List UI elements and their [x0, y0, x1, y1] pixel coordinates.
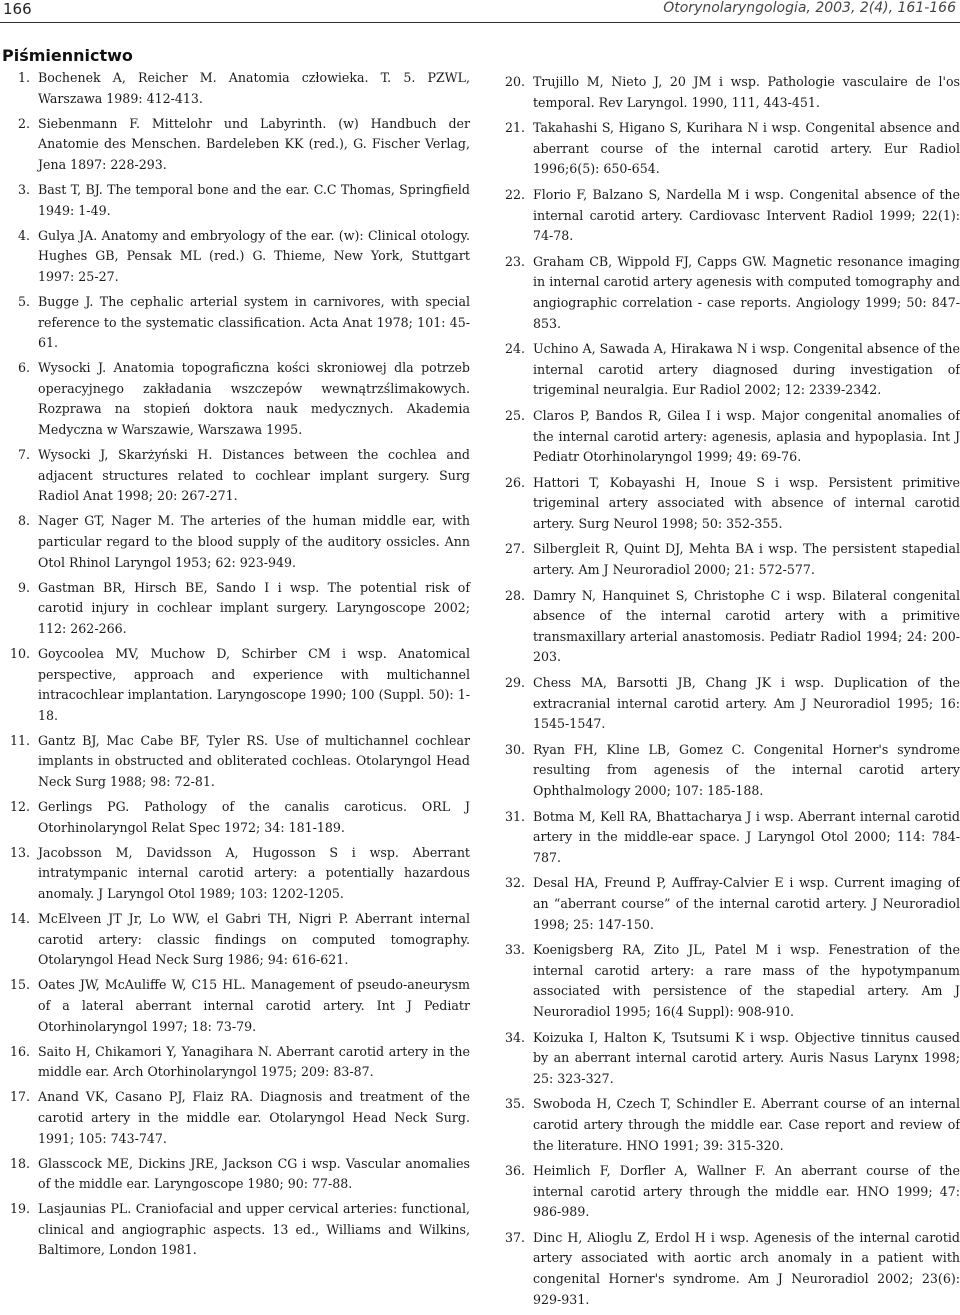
reference-number: 37. — [504, 1229, 525, 1245]
reference-text: Gantz BJ, Mac Cabe BF, Tyler RS. Use of multichannel cochlear implants in obstructed and obliterated cochleas. Otolaryngol Head Neck Surg 1988; 98: 72-81. — [38, 732, 470, 789]
reference-text: Bast T, BJ. The temporal bone and the ear. C.C Thomas, Springfield 1949: 1-49. — [38, 181, 470, 218]
reference-text: Bochenek A, Reicher M. Anatomia człowieka. T. 5. PZWL, Warszawa 1989: 412-413. — [38, 70, 470, 106]
page-number: 166 — [3, 0, 32, 18]
reference-number: 30. — [504, 741, 525, 757]
reference-text: Florio F, Balzano S, Nardella M i wsp. Congenital absence of the internal carotid artery. Cardiovasc Intervent Radiol 1999; 22(1): 74-78. — [533, 186, 960, 244]
reference-text: Gastman BR, Hirsch BE, Sando I i wsp. The potential risk of carotid injury in cochlear implant surgery. Laryngoscope 2002; 112: 262-266. — [38, 579, 470, 636]
reference-item — [495, 252, 960, 334]
reference-text: Dinc H, Alioglu Z, Erdol H i wsp. Agenesis of the internal carotid artery associated with aortic arch anomaly in a patient with congenital Horner's syndrome. Am J Neuroradiol 2002; 23(6): 929-931. — [533, 1229, 960, 1307]
reference-item — [0, 1042, 470, 1083]
reference-item — [0, 292, 470, 354]
reference-number: 33. — [504, 942, 525, 958]
reference-number: 18. — [9, 1155, 30, 1171]
reference-item — [495, 339, 960, 401]
reference-text: Silbergleit R, Quint DJ, Mehta BA i wsp. The persistent stapedial artery. Am J Neuroradiol 2000; 21: 572-577. — [533, 541, 960, 578]
reference-number: 28. — [504, 587, 525, 603]
reference-item — [0, 511, 470, 573]
reference-number: 3. — [17, 181, 30, 197]
reference-text: Uchino A, Sawada A, Hirakawa N i wsp. Congenital absence of the internal carotid artery diagnosed during investigation of trigeminal neuralgia. Eur Radiol 2002; 12: 2339-2342. — [533, 341, 960, 398]
reference-item — [495, 118, 960, 180]
reference-item — [495, 807, 960, 869]
reference-number: 27. — [504, 541, 525, 557]
reference-text: Glasscock ME, Dickins JRE, Jackson CG i wsp. Vascular anomalies of the middle ear. Laryngoscope 1980; 90: 77-88. — [38, 1155, 470, 1192]
reference-number: 11. — [9, 732, 30, 748]
reference-number: 4. — [17, 227, 30, 243]
reference-text: Chess MA, Barsotti JB, Chang JK i wsp. Duplication of the extracranial internal carotid artery. Am J Neuroradiol 1995; 16: 1545-1547. — [533, 675, 960, 732]
reference-number: 29. — [504, 675, 525, 691]
reference-item — [0, 797, 470, 838]
reference-item — [0, 1154, 470, 1195]
reference-number: 2. — [17, 115, 30, 131]
reference-item — [0, 226, 470, 288]
section-title: Piśmiennictwo — [2, 46, 133, 65]
reference-number: 10. — [9, 645, 30, 661]
reference-item — [495, 473, 960, 535]
reference-text: Anand VK, Casano PJ, Flaiz RA. Diagnosis and treatment of the carotid artery in the middle ear. Otolaryngol Head Neck Surg. 1991; 105: 743-747. — [38, 1089, 470, 1146]
reference-number: 19. — [9, 1201, 30, 1217]
reference-text: Botma M, Kell RA, Bhattacharya J i wsp. Aberrant internal carotid artery in the middle-ear space. J Laryngol Otol 2000; 114: 784-787. — [533, 808, 960, 865]
reference-number: 14. — [9, 911, 30, 927]
reference-item — [495, 539, 960, 580]
reference-text: Bugge J. The cephalic arterial system in carnivores, with special reference to the systematic classification. Acta Anat 1978; 101: 45-61. — [38, 293, 470, 351]
reference-item — [0, 1199, 470, 1261]
reference-number: 6. — [17, 360, 30, 376]
reference-item — [0, 180, 470, 221]
reference-text: Jacobsson M, Davidsson A, Hugosson S i wsp. Aberrant intratympanic internal carotid artery: a potentially hazardous anomaly. J Laryngol Otol 1989; 103: 1202-1205. — [38, 844, 470, 901]
reference-text: Graham CB, Wippold FJ, Capps GW. Magnetic resonance imaging in internal carotid artery agenesis with computed tomography and angiographic correlation - case reports. Angiology 1999; 50: 847-853. — [533, 253, 960, 331]
reference-item — [495, 873, 960, 935]
reference-item — [495, 1228, 960, 1310]
reference-item — [0, 358, 470, 440]
reference-text: Goycoolea MV, Muchow D, Schirber CM i wsp. Anatomical perspective, approach and experience with multichannel intracochlear implantation. Laryngoscope 1990; 100 (Suppl. 50): 1-18. — [38, 645, 470, 723]
reference-text: Saito H, Chikamori Y, Yanagihara N. Aberrant carotid artery in the middle ear. Arch Otorhinolaryngol 1975; 209: 83-87. — [38, 1043, 470, 1080]
reference-text: Heimlich F, Dorfler A, Wallner F. An aberrant course of the internal carotid artery through the middle ear. HNO 1999; 47: 986-989. — [533, 1163, 960, 1220]
reference-number: 36. — [504, 1163, 525, 1179]
reference-text: Trujillo M, Nieto J, 20 JM i wsp. Pathologie vasculaire de l'os temporal. Rev Laryngol. 1990, 111, 443-451. — [533, 74, 960, 110]
reference-number: 1. — [17, 70, 30, 85]
reference-text: Lasjaunias PL. Craniofacial and upper cervical arteries: functional, clinical and angiographic aspects. 13 ed., Williams and Wilkins, Baltimore, London 1981. — [38, 1201, 470, 1258]
reference-number: 32. — [504, 875, 525, 891]
reference-text: Oates JW, McAuliffe W, C15 HL. Management of pseudo-aneurysm of a lateral aberrant internal carotid artery. Int J Pediatr Otorhinolaryngol 1997; 18: 73-79. — [38, 977, 470, 1034]
reference-item — [495, 1028, 960, 1090]
reference-item — [495, 586, 960, 668]
reference-item — [0, 975, 470, 1037]
reference-number: 13. — [9, 844, 30, 860]
reference-text: Hattori T, Kobayashi H, Inoue S i wsp. Persistent primitive trigeminal artery associated with absence of internal carotid artery. Surg Neurol 1998; 50: 352-355. — [533, 474, 960, 531]
reference-number: 26. — [504, 474, 525, 490]
reference-number: 35. — [504, 1096, 525, 1112]
reference-text: Desal HA, Freund P, Auffray-Calvier E i wsp. Current imaging of an “aberrant course” of the internal carotid artery. J Neuroradiol 1998; 25: 147-150. — [533, 875, 960, 932]
reference-number: 21. — [504, 120, 525, 136]
reference-number: 15. — [9, 977, 30, 993]
reference-item — [495, 406, 960, 468]
reference-text: Siebenmann F. Mittelohr und Labyrinth. (w) Handbuch der Anatomie des Menschen. Bardeleben KK (red.), G. Fischer Verlag, Jena 1897: 228-293. — [38, 115, 470, 172]
reference-number: 16. — [9, 1043, 30, 1059]
reference-text: McElveen JT Jr, Lo WW, el Gabri TH, Nigri P. Aberrant internal carotid artery: classic findings on computed tomography. Otolaryngol Head Neck Surg 1986; 94: 616-621. — [38, 911, 470, 968]
reference-text: Nager GT, Nager M. The arteries of the human middle ear, with particular regard to the blood supply of the auditory ossicles. Ann Otol Rhinol Laryngol 1953; 62: 923-949. — [38, 513, 470, 570]
reference-item — [0, 644, 470, 726]
reference-number: 17. — [9, 1089, 30, 1105]
reference-number: 9. — [17, 579, 30, 595]
page-header — [0, 0, 960, 34]
reference-text: Damry N, Hanquinet S, Christophe C i wsp. Bilateral congenital absence of the internal carotid artery with a primitive transmaxillary arterial anastomosis. Pediatr Radiol 1994; 24: 200-203. — [533, 587, 960, 665]
references-left-column — [0, 68, 470, 1266]
reference-text: Takahashi S, Higano S, Kurihara N i wsp. Congenital absence and aberrant course of the internal carotid artery. Eur Radiol 1996;6(5): 650-654. — [533, 120, 960, 177]
reference-item — [0, 578, 470, 640]
reference-item — [0, 843, 470, 905]
reference-text: Gerlings PG. Pathology of the canalis caroticus. ORL J Otorhinolaryngol Relat Spec 1972; 34: 181-189. — [38, 799, 470, 835]
reference-item — [0, 731, 470, 793]
reference-text: Gulya JA. Anatomy and embryology of the ear. (w): Clinical otology. Hughes GB, Pensak ML (red.) G. Thieme, New York, Stuttgart 1997: 25-27. — [38, 227, 470, 284]
reference-item — [495, 185, 960, 247]
reference-number: 23. — [504, 253, 525, 269]
reference-text: Ryan FH, Kline LB, Gomez C. Congenital Horner's syndrome resulting from agenesis of the internal carotid artery Ophthalmology 2000; 107: 185-188. — [533, 741, 960, 798]
reference-item — [495, 72, 960, 113]
reference-number: 25. — [504, 407, 525, 423]
reference-number: 7. — [17, 447, 30, 463]
reference-item — [495, 940, 960, 1022]
reference-item — [495, 1094, 960, 1156]
reference-number: 5. — [17, 293, 30, 309]
reference-number: 22. — [504, 186, 525, 202]
reference-text: Wysocki J. Anatomia topograficzna kości skroniowej dla potrzeb operacyjnego zakładania wszczepów wewnątrzślimakowych. Rozprawa na stopień doktora nauk medycznych. Akademia Medyczna w Warszawie, Warszawa 1995. — [38, 360, 470, 437]
reference-item — [495, 740, 960, 802]
reference-item — [0, 68, 470, 109]
reference-text: Koizuka I, Halton K, Tsutsumi K i wsp. Objective tinnitus caused by an aberrant internal carotid artery. Auris Nasus Larynx 1998; 25: 323-327. — [533, 1029, 960, 1086]
reference-item — [0, 909, 470, 971]
reference-number: 24. — [504, 341, 525, 357]
reference-text: Swoboda H, Czech T, Schindler E. Aberrant course of an internal carotid artery through the middle ear. Case report and review of the literature. HNO 1991; 39: 315-320. — [533, 1096, 960, 1153]
reference-text: Claros P, Bandos R, Gilea I i wsp. Major congenital anomalies of the internal carotid artery: agenesis, aplasia and hypoplasia. Int J Pediatr Otorhinolaryngol 1999; 49: 69-76. — [533, 407, 960, 465]
reference-item — [0, 445, 470, 507]
reference-text: Koenigsberg RA, Zito JL, Patel M i wsp. Fenestration of the internal carotid artery: a rare mass of the hypotympanum associated with persistence of the stapedial artery. Am J Neuroradiol 1995; 16(4 Suppl): 908-910. — [533, 942, 960, 1019]
reference-item — [0, 114, 470, 176]
header-rule — [0, 22, 960, 23]
reference-number: 31. — [504, 808, 525, 824]
reference-number: 12. — [9, 799, 30, 815]
running-head: Otorynolaryngologia, 2003, 2(4), 161-166 — [663, 0, 956, 16]
references-right-column — [495, 72, 960, 1315]
reference-item — [495, 1161, 960, 1223]
reference-item — [0, 1087, 470, 1149]
reference-text: Wysocki J, Skarżyński H. Distances between the cochlea and adjacent structures related to cochlear implant surgery. Surg Radiol Anat 1998; 20: 267-271. — [38, 447, 470, 504]
reference-item — [495, 673, 960, 735]
reference-number: 20. — [504, 74, 525, 89]
reference-number: 34. — [504, 1029, 525, 1045]
reference-number: 8. — [17, 513, 30, 529]
